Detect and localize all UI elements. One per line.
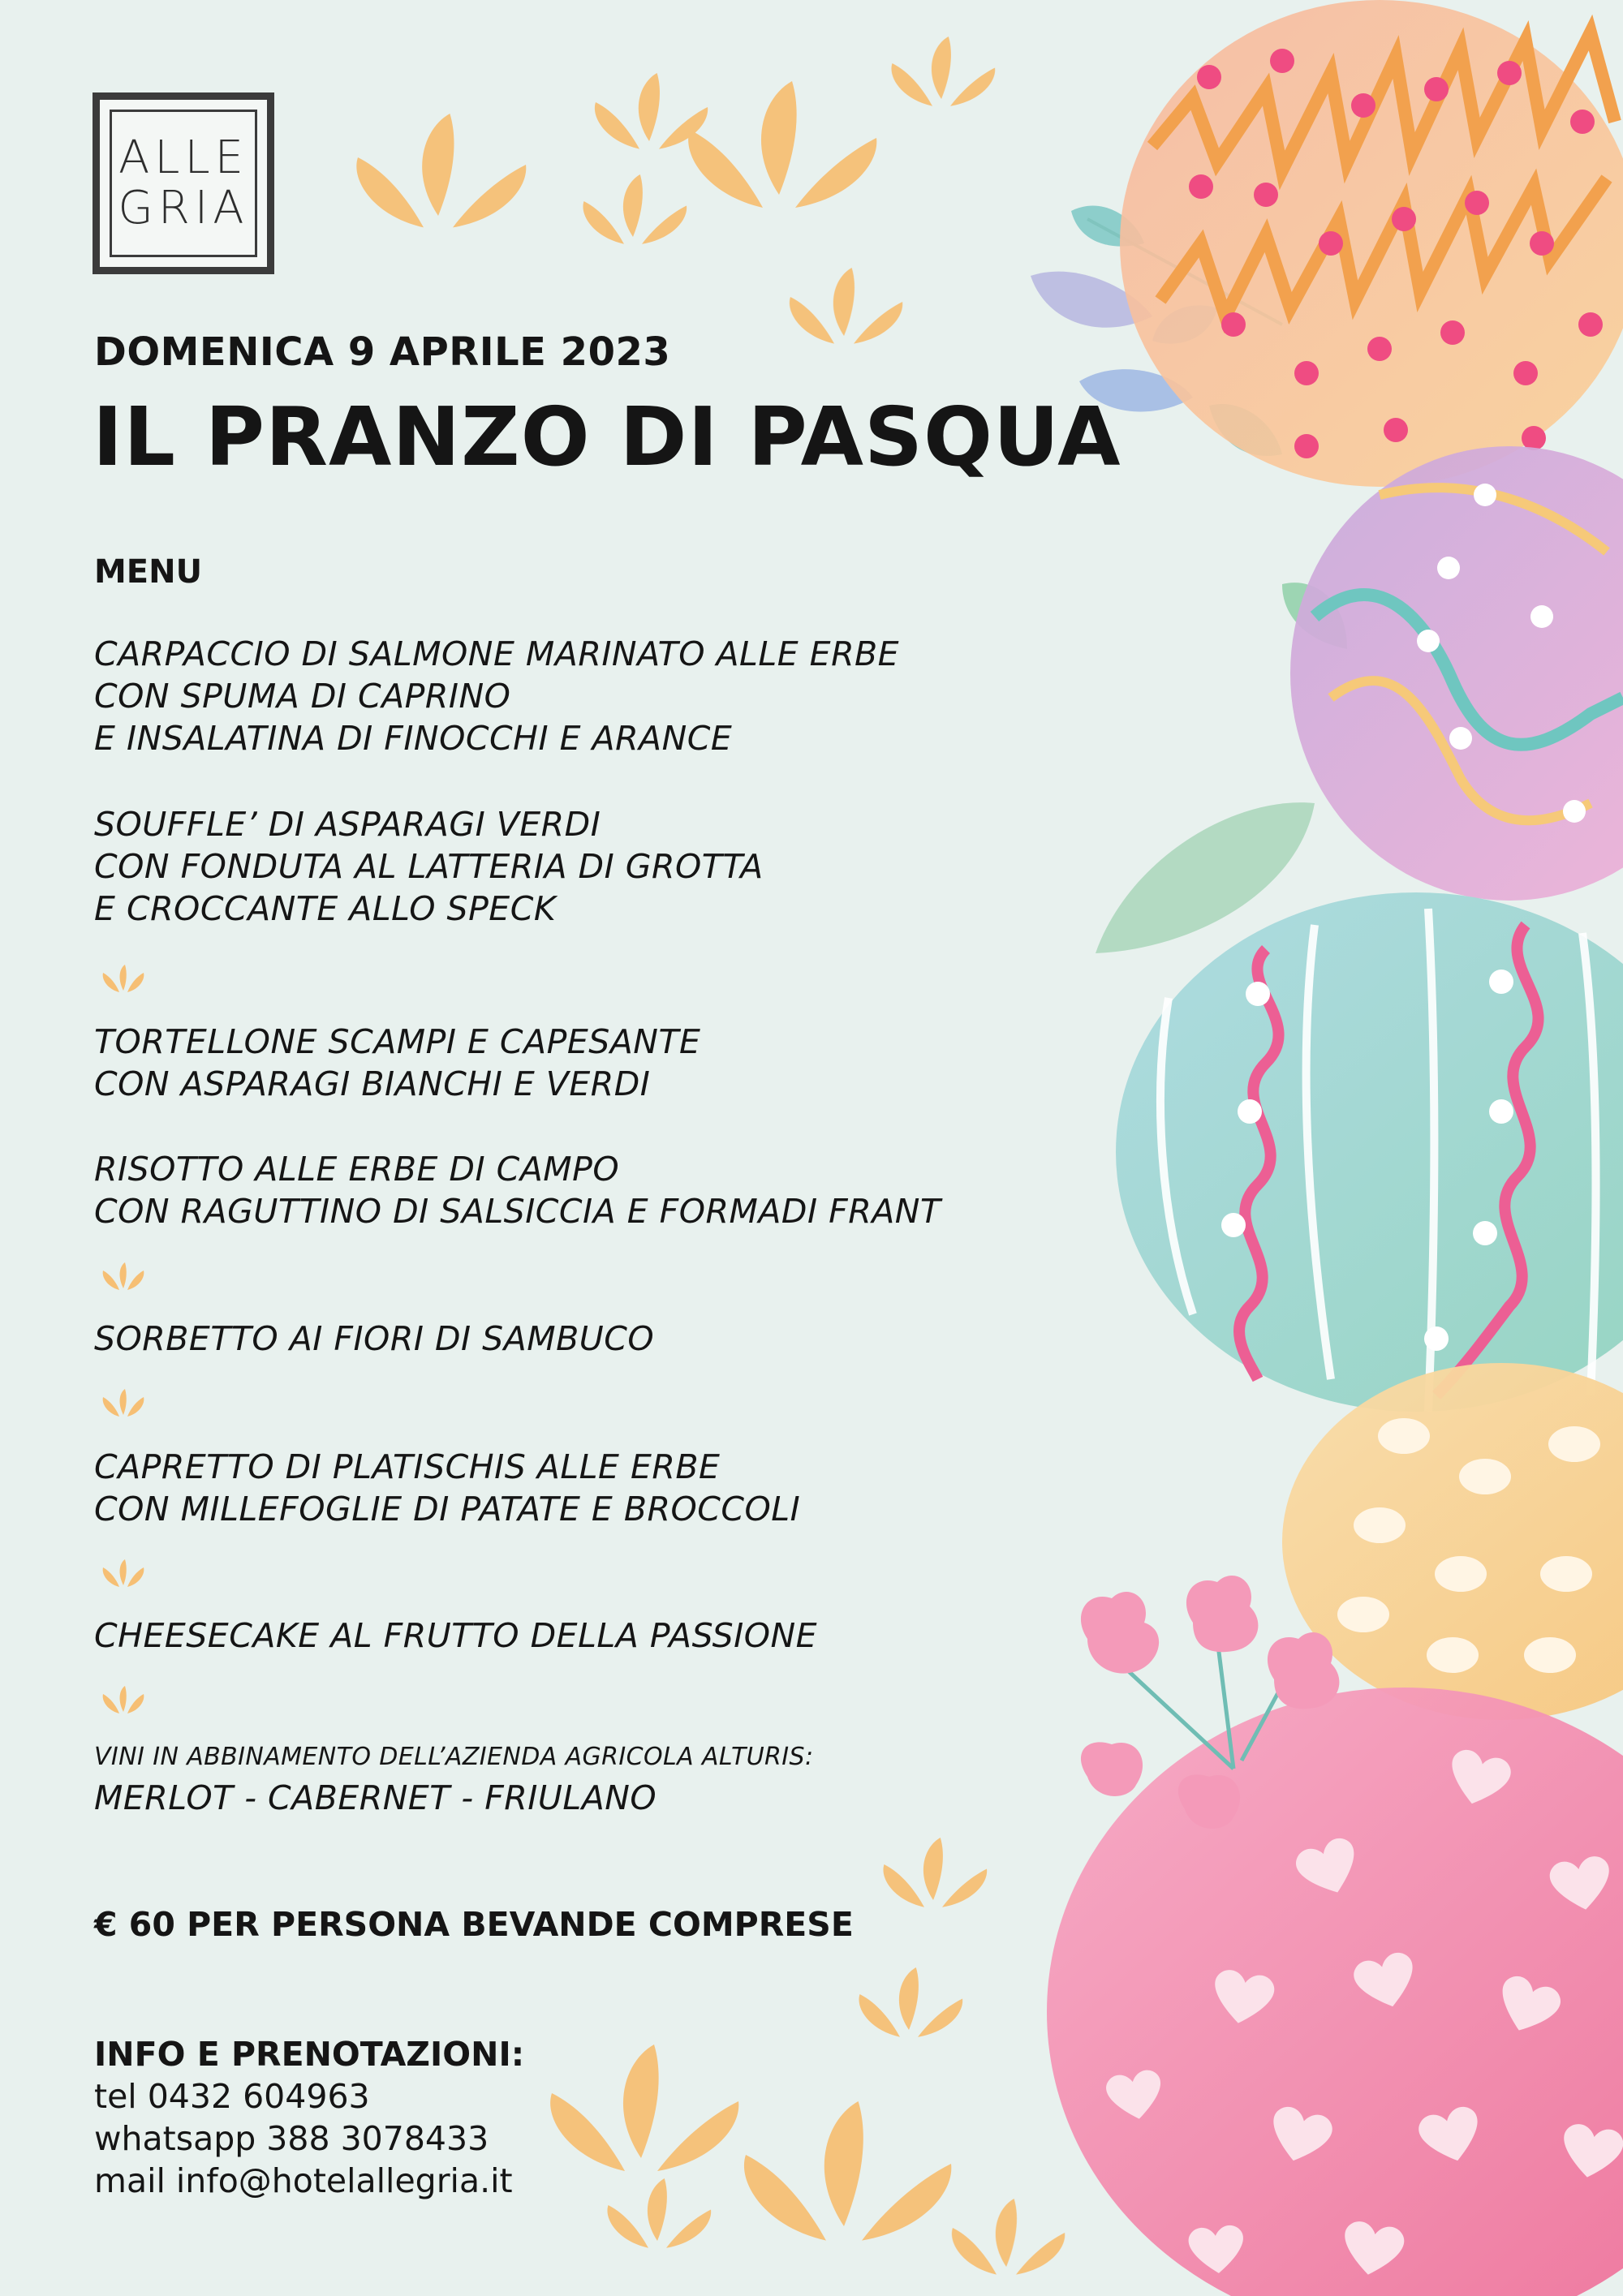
logo-text-top: ALLE [118, 131, 249, 184]
event-date: DOMENICA 9 APRILE 2023 [94, 329, 671, 375]
easter-egg-orange [1120, 0, 1623, 487]
sprig-icon [97, 1386, 149, 1418]
menu-course [94, 1148, 941, 1232]
course-line: E CROCCANTE ALLO SPECK [94, 889, 557, 928]
course-line: TORTELLONE SCAMPI E CAPESANTE [94, 1022, 701, 1061]
info-title: INFO E PRENOTAZIONI: [94, 2035, 525, 2074]
easter-egg-teal [1116, 892, 1623, 1412]
sprig-icon [97, 1259, 149, 1292]
course-line: CON MILLEFOGLIE DI PATATE E BROCCOLI [94, 1490, 801, 1529]
menu-course [94, 1446, 800, 1530]
easter-egg-purple [1290, 446, 1623, 901]
course-line: CAPRETTO DI PLATISCHIS ALLE ERBE [94, 1447, 721, 1486]
course-line: RISOTTO ALLE ERBE DI CAMPO [94, 1150, 620, 1189]
course-line: CON RAGUTTINO DI SALSICCIA E FORMADI FRANT [94, 1192, 941, 1231]
course-line: CON FONDUTA AL LATTERIA DI GROTTA [94, 847, 764, 886]
sprig-icon [97, 1556, 149, 1589]
whatsapp-contact[interactable]: whatsapp 388 3078433 [94, 2119, 489, 2158]
course-line: CON SPUMA DI CAPRINO [94, 677, 511, 716]
menu-course [94, 1318, 654, 1360]
price-text: € 60 PER PERSONA BEVANDE COMPRESE [94, 1905, 854, 1944]
allegria-logo [93, 92, 274, 274]
email-contact[interactable]: mail info@hotelallegria.it [94, 2161, 513, 2200]
menu-course [94, 633, 899, 759]
course-line: SORBETTO AI FIORI DI SAMBUCO [94, 1319, 655, 1358]
sprig-icon [97, 1683, 149, 1715]
course-line: CHEESECAKE AL FRUTTO DELLA PASSIONE [94, 1616, 818, 1655]
wine-pairing-note: VINI IN ABBINAMENTO DELL’AZIENDA AGRICOLA ALTURIS: [94, 1743, 814, 1771]
course-line: CON ASPARAGI BIANCHI E VERDI [94, 1064, 651, 1103]
logo-text-bottom: GRIA [118, 182, 249, 234]
wine-list: MERLOT - CABERNET - FRIULANO [94, 1778, 657, 1817]
menu-course [94, 1021, 700, 1105]
course-line: SOUFFLE’ DI ASPARAGI VERDI [94, 805, 601, 844]
phone-contact[interactable]: tel 0432 604963 [94, 2077, 370, 2116]
page-title: IL PRANZO DI PASQUA [93, 389, 1121, 484]
course-line: CARPACCIO DI SALMONE MARINATO ALLE ERBE [94, 634, 900, 673]
menu-label: MENU [94, 553, 203, 591]
menu-course [94, 1615, 817, 1657]
menu-course [94, 803, 764, 930]
sprig-icon [97, 961, 149, 994]
course-line: E INSALATINA DI FINOCCHI E ARANCE [94, 719, 733, 758]
